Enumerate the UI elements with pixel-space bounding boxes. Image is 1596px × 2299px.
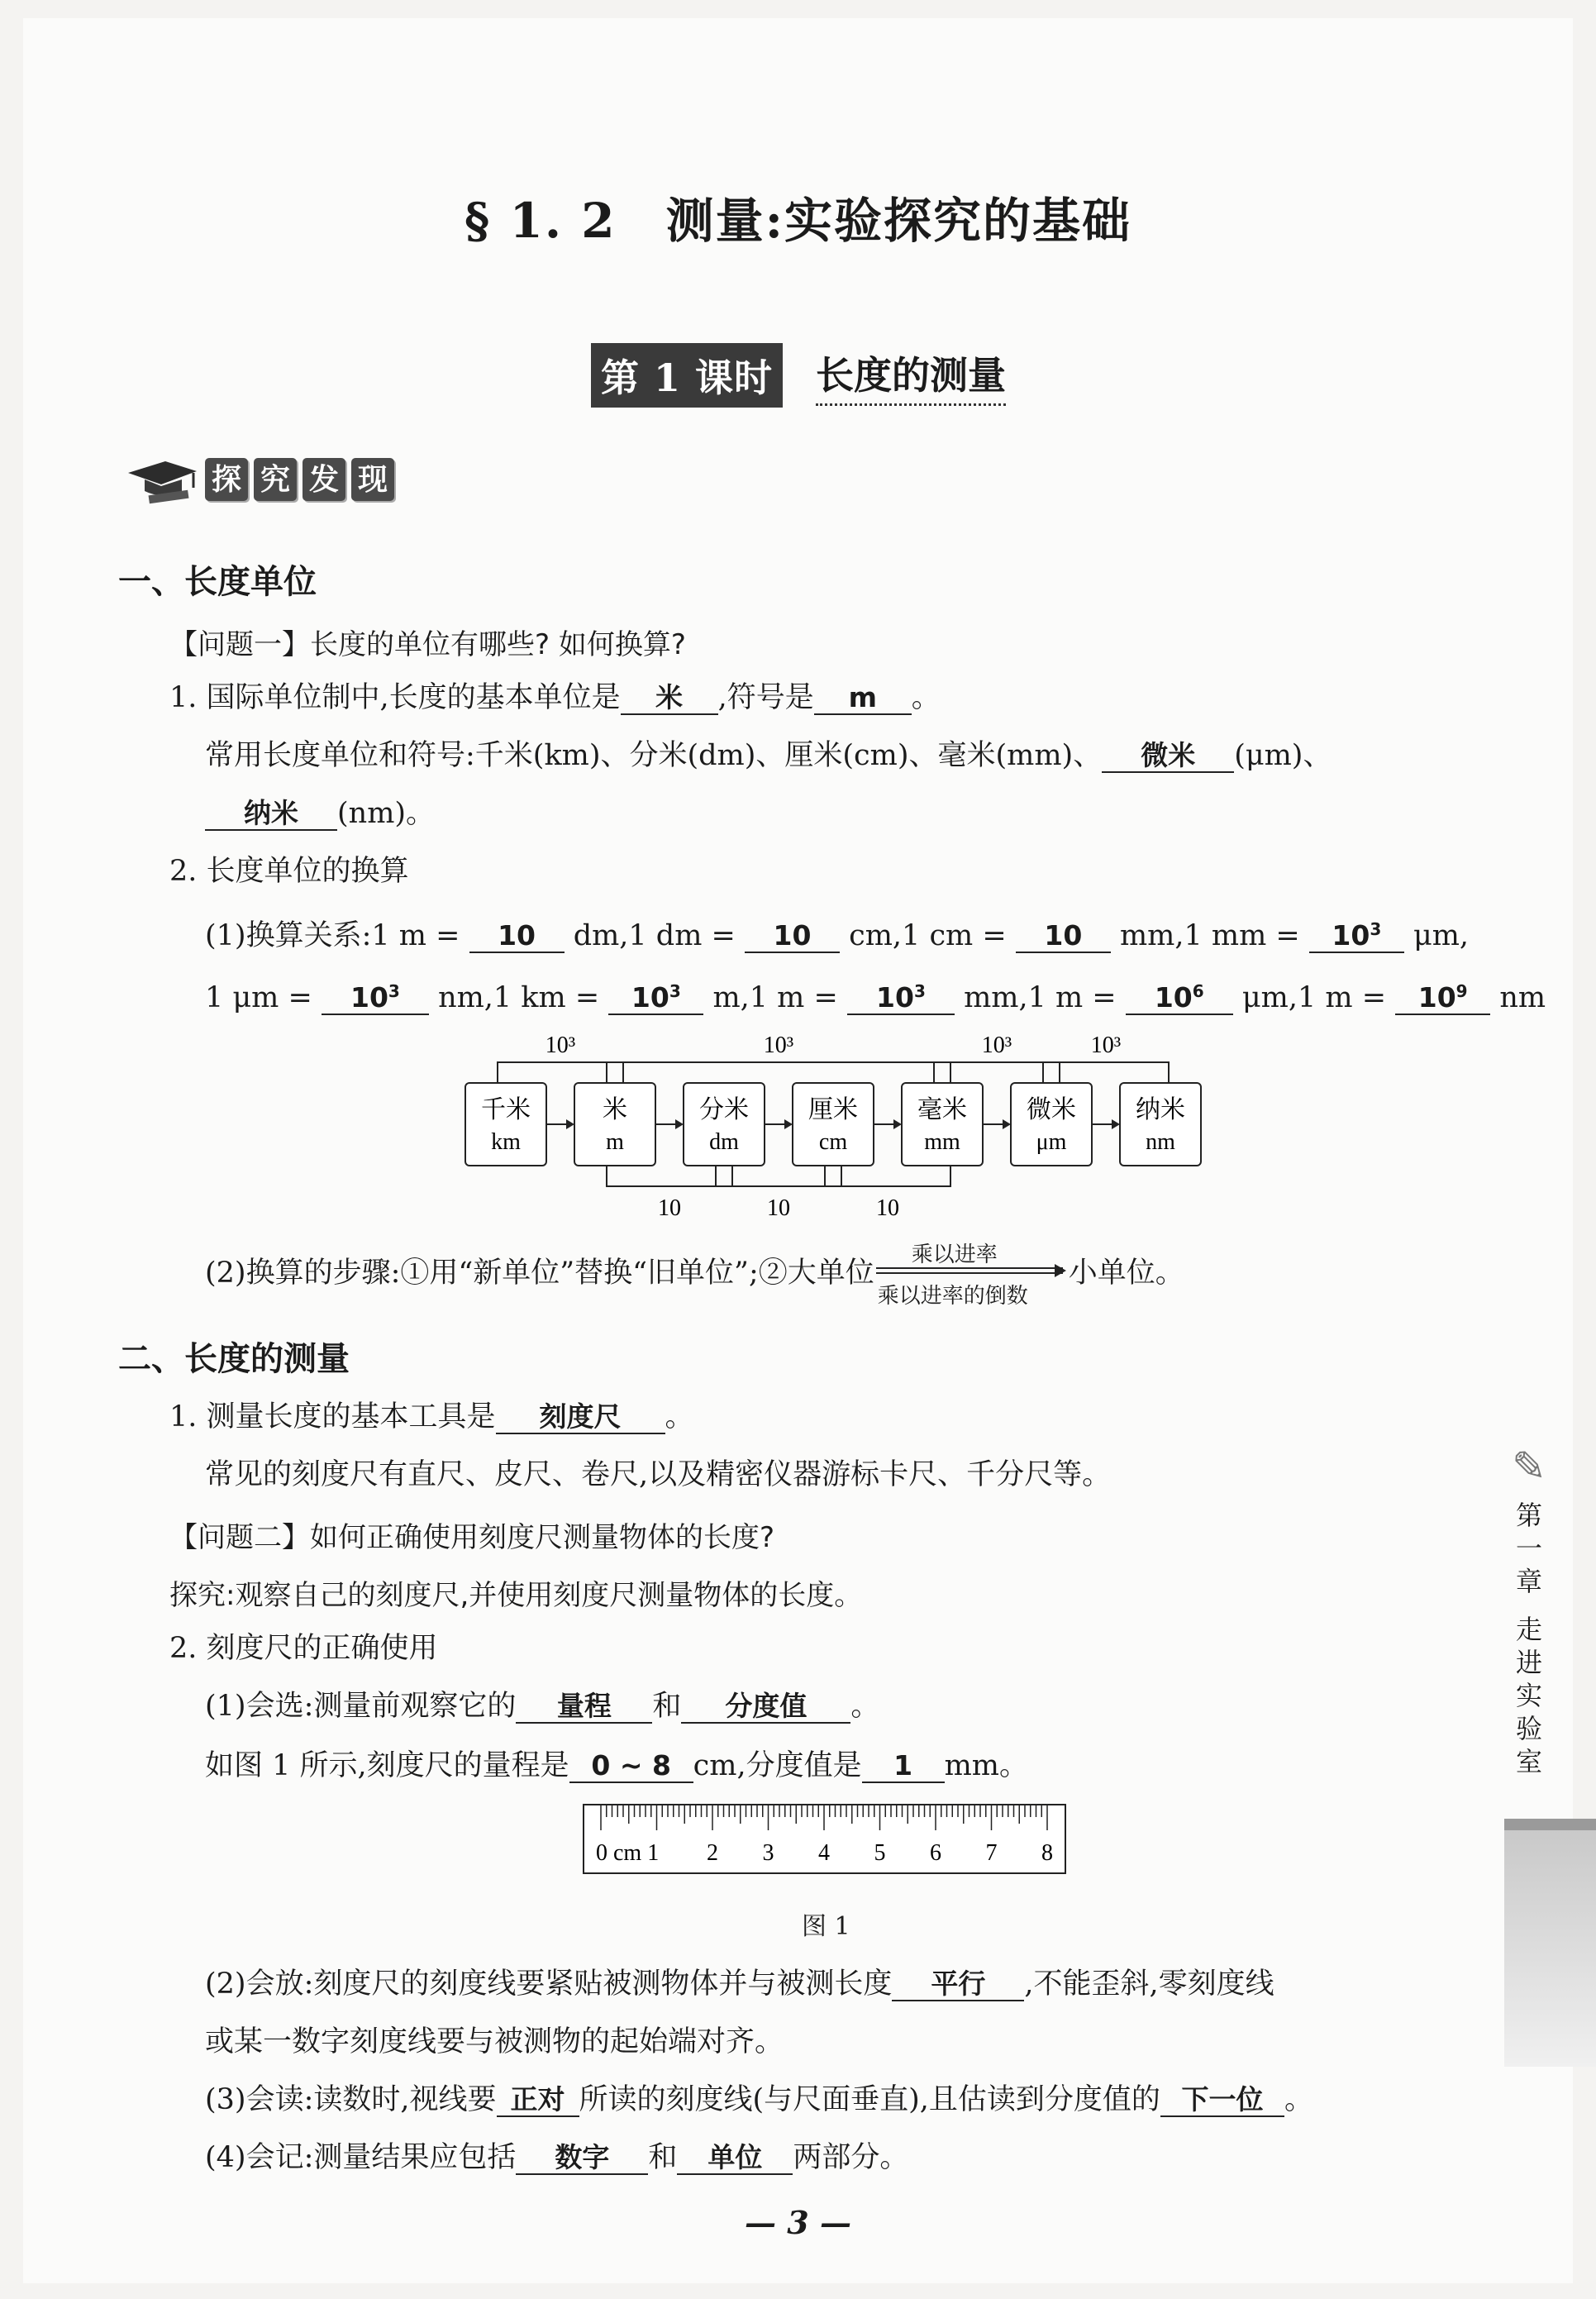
conversion-line-1 <box>205 913 1469 954</box>
answer-blank <box>322 975 429 1015</box>
exponent: 6 <box>1192 981 1204 1001</box>
text-zero-alignment: 或某一数字刻度线要与被测物的起始端对齐。 <box>205 2025 784 2058</box>
text-nanometer <box>205 795 435 832</box>
answer-blank: 刻度尺 <box>496 1401 665 1434</box>
text: 。 <box>1284 2083 1313 2116</box>
answer-blank <box>1126 975 1233 1015</box>
bottom-bracket <box>825 1166 950 1186</box>
base: 10 <box>631 981 669 1014</box>
conversion-line-2 <box>205 975 1546 1016</box>
base: 10 <box>350 981 388 1014</box>
text: 1. 测量长度的基本工具是 <box>169 1400 496 1433</box>
ruler-label: 2 <box>707 1840 718 1866</box>
text-read <box>205 2082 1313 2118</box>
text: nm,1 km = <box>438 981 600 1014</box>
section-number: § 1. 2 <box>464 193 617 249</box>
top-bracket <box>934 1062 1060 1083</box>
text-common-rulers: 常见的刻度尺有直尺、皮尺、卷尺,以及精密仪器游标卡尺、千分尺等。 <box>205 1458 1112 1491</box>
question-one: 【问题一】长度的单位有哪些? 如何换算? <box>169 628 686 661</box>
bottom-bracket-label: 10 <box>767 1195 790 1221</box>
text: 。 <box>911 681 941 714</box>
unit-name: 微米 <box>1027 1095 1076 1124</box>
text: (2)会放:刻度尺的刻度线要紧贴被测物体并与被测长度 <box>205 1968 893 2001</box>
explore-tile: 探 <box>205 458 248 501</box>
text: (4)会记:测量结果应包括 <box>205 2141 517 2174</box>
explore-tile: 现 <box>351 458 394 501</box>
text: cm,1 cm = <box>849 919 1007 952</box>
chapter-side-tab <box>1504 1443 1554 1778</box>
unit-symbol: cm <box>818 1129 848 1155</box>
arrow-head <box>784 1119 793 1129</box>
answer-blank: 1 <box>862 1750 945 1783</box>
answer-blank: 0 ~ 8 <box>569 1750 693 1783</box>
text: 小单位。 <box>1068 1257 1184 1290</box>
unit-name: 米 <box>603 1095 627 1124</box>
ruler-label: 8 <box>1041 1840 1053 1866</box>
text: cm,分度值是 <box>693 1749 862 1782</box>
answer-blank: 10 <box>469 920 565 953</box>
text-choose <box>205 1688 879 1724</box>
unit-name: 分米 <box>699 1095 749 1124</box>
text: mm,1 mm = <box>1119 919 1300 952</box>
arrow-head <box>566 1119 574 1129</box>
text-range-and-division <box>205 1748 1028 1784</box>
text: 和 <box>648 2141 678 2174</box>
arrow-head <box>675 1119 684 1129</box>
answer-blank: 10 <box>1016 920 1111 953</box>
explore-banner <box>124 455 400 504</box>
arrow-head <box>1112 1119 1120 1129</box>
chapter-title: 走 进 实 验 室 <box>1515 1614 1542 1777</box>
unit-boxes <box>465 1033 1201 1221</box>
conversion-steps <box>205 1243 1184 1309</box>
lesson-header <box>591 343 1006 408</box>
bottom-bracket-label: 10 <box>658 1195 681 1221</box>
unit-name: 纳米 <box>1136 1095 1185 1124</box>
ruler-label: 5 <box>874 1840 886 1866</box>
text: (1)会选:测量前观察它的 <box>205 1690 517 1723</box>
heading-length-measurement: 二、长度的测量 <box>118 1339 350 1378</box>
answer-blank: 平行 <box>892 1968 1024 2001</box>
arrow-head <box>893 1119 902 1129</box>
text: 1. 国际单位制中,长度的基本单位是 <box>169 681 621 714</box>
unit-name: 毫米 <box>917 1095 967 1124</box>
arrow-label-above: 乘以进率 <box>911 1243 998 1267</box>
text: (3)会读:读数时,视线要 <box>205 2083 497 2116</box>
text: μm, <box>1413 919 1470 952</box>
bottom-bracket <box>716 1166 841 1186</box>
top-bracket <box>607 1062 950 1083</box>
heading-length-units: 一、长度单位 <box>118 562 317 601</box>
lesson-tag: 第 1 课时 <box>591 343 783 408</box>
text: m,1 m = <box>712 981 838 1014</box>
exponent: 3 <box>388 981 400 1001</box>
ruler-figure <box>583 1804 1066 1874</box>
text: ,不能歪斜,零刻度线 <box>1024 1968 1274 2001</box>
answer-blank: 分度值 <box>681 1691 850 1724</box>
section-title <box>0 182 1596 251</box>
text-record <box>205 2139 908 2176</box>
top-bracket-label: 10³ <box>545 1033 576 1058</box>
base: 10 <box>876 981 914 1014</box>
answer-blank <box>1395 975 1490 1015</box>
unit-symbol: mm <box>924 1129 960 1155</box>
answer-blank: 米 <box>621 682 718 715</box>
text: 和 <box>652 1690 682 1723</box>
bottom-bracket <box>607 1166 732 1186</box>
text: 常用长度单位和符号:千米(km)、分米(dm)、厘米(cm)、毫米(mm)、 <box>205 739 1103 772</box>
text: 1 μm = <box>205 981 312 1014</box>
text: mm,1 m = <box>964 981 1117 1014</box>
unit-symbol: dm <box>709 1129 739 1155</box>
base: 10 <box>1154 981 1193 1014</box>
text: μm,1 m = <box>1241 981 1387 1014</box>
question-two: 【问题二】如何正确使用刻度尺测量物体的长度? <box>169 1521 775 1554</box>
text: (μm)、 <box>1234 739 1332 772</box>
answer-blank <box>1309 913 1404 953</box>
answer-blank <box>847 975 955 1015</box>
answer-blank: 微米 <box>1102 740 1234 773</box>
text: nm <box>1499 981 1546 1014</box>
text: (nm)。 <box>337 797 436 830</box>
answer-blank: 10 <box>745 920 840 953</box>
answer-blank: 数字 <box>516 2142 648 2175</box>
lesson-name: 长度的测量 <box>816 346 1006 406</box>
ruler-label: 0 cm 1 <box>596 1840 660 1866</box>
text: 如图 1 所示,刻度尺的量程是 <box>205 1749 569 1782</box>
unit-symbol: nm <box>1146 1129 1175 1155</box>
base: 10 <box>1417 981 1456 1014</box>
text: (2)换算的步骤:①用“新单位”替换“旧单位”;②大单位 <box>205 1257 874 1290</box>
exponent: 3 <box>1370 919 1382 939</box>
pencil-icon: ✎ <box>1512 1443 1546 1491</box>
text: mm。 <box>944 1749 1028 1782</box>
unit-name: 厘米 <box>808 1095 858 1124</box>
text-common-units <box>205 737 1332 774</box>
base: 10 <box>1332 919 1370 952</box>
text-correct-use: 2. 刻度尺的正确使用 <box>169 1632 438 1665</box>
answer-blank: m <box>814 682 912 715</box>
probe-text: 探究:观察自己的刻度尺,并使用刻度尺测量物体的长度。 <box>169 1579 863 1612</box>
text: ,符号是 <box>717 681 814 714</box>
arrow-label-below: 乘以进率的倒数 <box>877 1284 1028 1309</box>
answer-blank: 正对 <box>497 2084 579 2117</box>
text-basic-tool <box>169 1399 694 1435</box>
unit-conversion-diagram <box>459 1025 1203 1223</box>
top-bracket-label: 10³ <box>763 1033 794 1058</box>
top-bracket-label: 10³ <box>981 1033 1012 1058</box>
chapter-label: 第 一 章 <box>1515 1500 1542 1597</box>
text: 。 <box>665 1400 694 1433</box>
exponent: 3 <box>669 981 681 1001</box>
bottom-bracket-label: 10 <box>876 1195 899 1221</box>
section-title-text: 测量:实验探究的基础 <box>665 193 1132 249</box>
text-si-unit <box>169 680 941 716</box>
explore-tile: 发 <box>303 458 345 501</box>
ruler-label: 7 <box>985 1840 998 1866</box>
page-number: — 3 — <box>745 2204 851 2241</box>
explore-tile: 究 <box>254 458 297 501</box>
unit-name: 千米 <box>481 1095 531 1124</box>
text: 两部分。 <box>793 2141 909 2174</box>
answer-blank: 下一位 <box>1160 2084 1284 2117</box>
top-bracket <box>1043 1062 1169 1083</box>
unit-symbol: km <box>491 1129 521 1155</box>
text-place <box>205 1966 1274 2002</box>
figure-caption: 图 1 <box>802 1912 850 1941</box>
side-tab-bar <box>1504 1819 1596 2067</box>
text: (1)换算关系:1 m = <box>205 919 460 952</box>
text: 所读的刻度线(与尺面垂直),且估读到分度值的 <box>579 2083 1160 2116</box>
ruler-label: 3 <box>762 1840 774 1866</box>
arrow-head <box>1003 1119 1011 1129</box>
answer-blank <box>608 975 703 1015</box>
text-conversion-heading: 2. 长度单位的换算 <box>169 855 409 888</box>
exponent: 3 <box>913 981 926 1001</box>
text: 。 <box>850 1690 880 1723</box>
ruler-label: 6 <box>930 1840 941 1866</box>
answer-blank: 单位 <box>677 2142 793 2175</box>
unit-symbol: m <box>606 1129 624 1155</box>
exponent: 9 <box>1455 981 1468 1001</box>
ruler-label: 4 <box>818 1840 830 1866</box>
answer-blank: 量程 <box>516 1691 652 1724</box>
unit-symbol: μm <box>1036 1129 1067 1155</box>
graduation-cap-icon <box>124 455 198 504</box>
text: dm,1 dm = <box>573 919 736 952</box>
conversion-arrow <box>874 1243 1069 1309</box>
top-bracket <box>498 1062 623 1083</box>
top-bracket-label: 10³ <box>1090 1033 1122 1058</box>
answer-blank: 纳米 <box>205 798 337 831</box>
